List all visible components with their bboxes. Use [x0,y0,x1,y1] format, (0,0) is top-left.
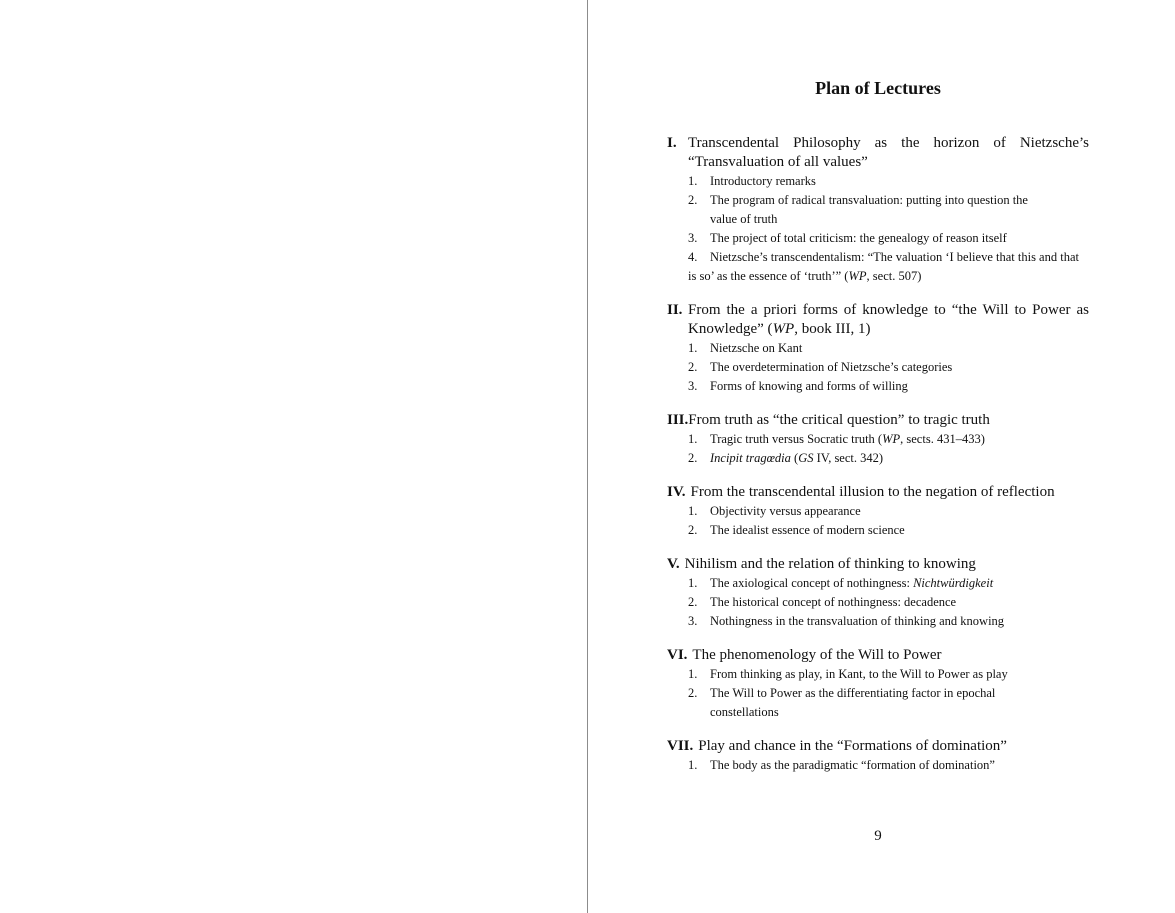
subitem-list [667,430,1089,468]
item-text: Introductory remarks [710,174,816,188]
list-item [688,377,1089,396]
section-7 [667,737,1089,775]
item-text-part: , sects. 431–433) [900,432,985,446]
subitem-list [667,574,1089,631]
list-item [688,358,1089,377]
section-title-italic: WP [772,321,795,337]
list-item [688,612,1089,631]
list-item [688,430,1089,449]
subitem-list [667,502,1089,540]
item-number: 1. [688,341,698,355]
section-heading [667,555,1089,574]
page-gutter-divider [587,0,588,913]
item-number: 2. [688,360,698,374]
list-item [688,339,1089,358]
section-2 [667,301,1089,396]
section-title [688,301,1089,339]
section-number: II. [667,302,683,318]
item-text [710,574,1089,593]
list-item [688,172,1089,191]
item-number: 4. [688,250,698,264]
list-item [688,449,1089,468]
section-title: Nihilism and the relation of thinking to knowing [684,556,976,572]
section-title: The phenomenology of the Will to Power [692,647,942,663]
item-number: 3. [688,614,698,628]
subitem-list [667,339,1089,396]
item-number: 1. [688,576,698,590]
item-text: The overdetermination of Nietzsche’s categories [710,360,953,374]
list-item [688,191,1089,229]
item-text-italic: WP [848,269,867,283]
item-text: The program of radical transvaluation: putting into question the value of truth [710,193,1028,226]
item-number: 1. [688,432,698,446]
item-text-italic: GS [798,451,814,465]
item-number: 2. [688,523,698,537]
item-text: The historical concept of nothingness: decadence [710,595,957,609]
section-number: V. [667,556,680,572]
section-heading [667,134,1089,172]
item-number: 2. [688,193,698,207]
item-text: Nietzsche’s transcendentalism: “The valuation ‘I believe that this and that is so’ as the essence of ‘truth’” ( [688,250,1079,283]
section-number: VI. [667,647,688,663]
section-heading [667,411,1089,430]
list-item [688,684,1089,722]
section-heading [667,646,1089,665]
item-text-part: ( [790,451,799,465]
subitem-list [667,756,1089,775]
list-item [688,756,1089,775]
item-text: The Will to Power as the differentiating factor in epochal constellations [710,686,996,719]
item-number: 2. [688,595,698,609]
page-title: Plan of Lectures [815,78,941,98]
section-number: VII. [667,738,694,754]
item-text-italic: Nichtwürdigkeit [913,576,994,590]
item-number: 2. [688,686,698,700]
item-text: Nothingness in the transvaluation of thinking and knowing [710,614,1005,628]
section-number: I. [667,135,677,151]
list-item [688,521,1089,540]
list-item [688,248,1089,286]
section-title: From the transcendental illusion to the negation of reflection [690,484,1055,500]
section-number: IV. [667,484,686,500]
item-text-italic: Incipit tragœdia [710,451,791,465]
item-text [710,430,1089,449]
item-text: Forms of knowing and forms of willing [710,379,908,393]
item-number: 2. [688,451,698,465]
section-title: Transcendental Philosophy as the horizon of Nietzsche’s “Transvaluation of all values” [688,135,1089,170]
item-text-part: IV, sect. 342) [813,451,884,465]
list-item [688,665,1089,684]
book-page [667,76,1089,844]
page-number: 9 [874,828,882,844]
item-number: 1. [688,758,698,772]
section-3 [667,411,1089,468]
section-number: III. [667,412,689,428]
section-5 [667,555,1089,631]
item-text-italic: WP [882,432,901,446]
subitem-list [667,172,1089,286]
section-heading [667,301,1089,339]
section-6 [667,646,1089,722]
item-text: The body as the paradigmatic “formation of domination” [710,758,995,772]
item-text [710,449,1089,468]
item-number: 1. [688,504,698,518]
section-heading [667,737,1089,756]
list-item [688,574,1089,593]
item-text: , sect. 507) [866,269,922,283]
list-item [688,502,1089,521]
item-text-part: The axiological concept of nothingness: [710,576,914,590]
section-title: From truth as “the critical question” to tragic truth [688,412,990,428]
section-title-text: From the a priori forms of knowledge to “the Will to Power as Knowledge” ( [688,302,1089,337]
item-text: Objectivity versus appearance [710,504,861,518]
item-text: From thinking as play, in Kant, to the Will to Power as play [710,667,1008,681]
item-number: 1. [688,667,698,681]
section-title: Play and chance in the “Formations of domination” [698,738,1007,754]
section-heading [667,483,1089,502]
subitem-list [667,665,1089,722]
item-number: 3. [688,231,698,245]
item-text: The idealist essence of modern science [710,523,905,537]
item-text-part: Tragic truth versus Socratic truth ( [710,432,883,446]
list-item [688,593,1089,612]
section-title-text: , book III, 1) [794,321,871,337]
item-text: Nietzsche on Kant [710,341,803,355]
section-1 [667,134,1089,286]
item-number: 3. [688,379,698,393]
section-4 [667,483,1089,540]
list-item [688,229,1089,248]
item-text: The project of total criticism: the genealogy of reason itself [710,231,1007,245]
item-number: 1. [688,174,698,188]
